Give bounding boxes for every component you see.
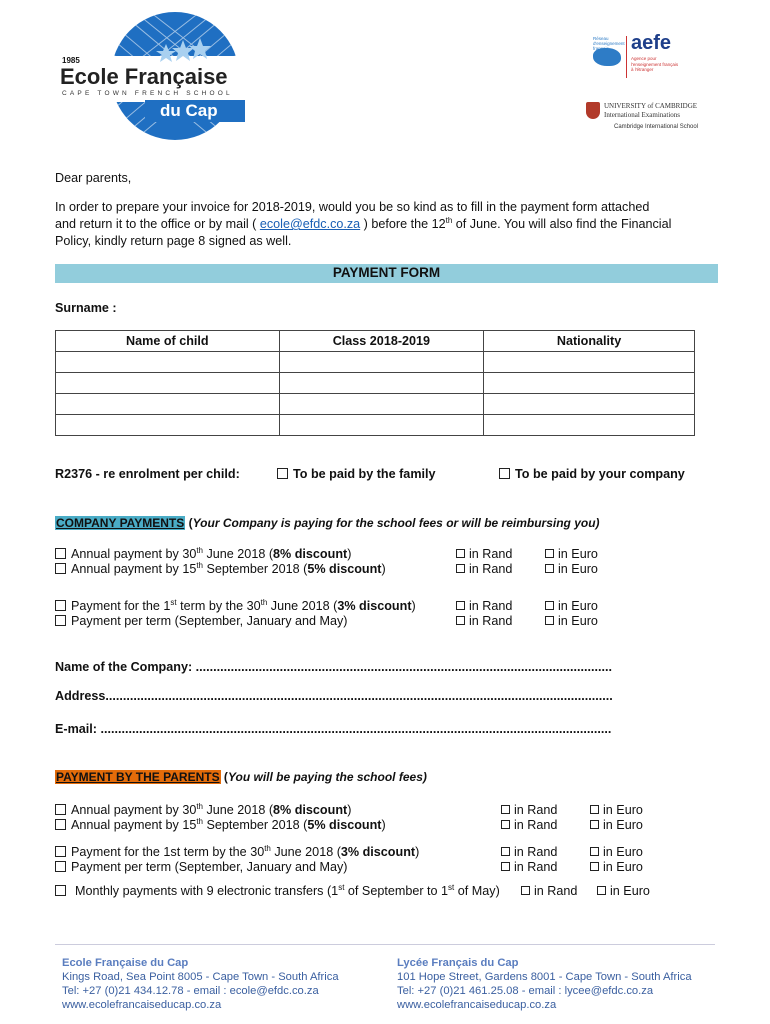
payment-form-title: PAYMENT FORM [332,265,441,280]
company-email-field[interactable]: E-mail: .................................................................................................................................................. [55,722,612,736]
col-class: Class 2018-2019 [279,331,483,352]
cambridge-caption: Cambridge International School [614,124,699,130]
child-name-cell[interactable] [56,373,280,394]
checkbox[interactable] [545,601,554,610]
company-payments-note: Your Company is paying for the school fees or will be reimbursing you) [192,516,600,530]
parents-currency-euro-5[interactable]: in Euro [597,883,650,899]
checkbox[interactable] [55,548,66,559]
parents-currency-rand-4[interactable]: in Rand [501,859,557,875]
company-currency-rand-3[interactable]: in Rand [456,598,512,614]
child-nationality-cell[interactable] [484,394,695,415]
company-term-first[interactable]: Payment for the 1st term by the 30th June 2018 (3% discount) [55,598,416,614]
company-currency-euro-2[interactable]: in Euro [545,561,598,577]
parents-payment-note: You will be paying the school fees) [227,770,427,784]
reenrol-family-option[interactable]: To be paid by the family [277,466,436,482]
checkbox[interactable] [590,847,599,856]
reenrol-label: R2376 - re enrolment per child: [55,467,240,481]
checkbox[interactable] [55,804,66,815]
footer-left-web[interactable]: www.ecolefrancaiseducap.co.za [62,999,222,1011]
child-name-cell[interactable] [56,352,280,373]
checkbox[interactable] [456,601,465,610]
company-address-field[interactable]: Address................................................................................................................................................. [55,689,613,703]
crest-icon [586,102,600,119]
footer-right-title: Lycée Français du Cap [397,957,519,969]
checkbox[interactable] [55,846,66,857]
parents-term-first[interactable]: Payment for the 1st term by the 30th June 2018 (3% discount) [55,844,419,860]
aefe-wordmark: aefe [631,32,672,54]
footer-left [62,956,339,1012]
letter-line3: Policy, kindly return page 8 signed as well. [55,234,292,248]
company-currency-euro-1[interactable]: in Euro [545,546,598,562]
checkbox[interactable] [521,886,530,895]
table-row [56,415,695,436]
aefe-divider [626,36,627,78]
parents-currency-rand-1[interactable]: in Rand [501,802,557,818]
checkbox[interactable] [545,564,554,573]
network-label: Réseau d'enseignement français [593,36,625,51]
checkbox[interactable] [456,564,465,573]
child-class-cell[interactable] [279,352,483,373]
child-class-cell[interactable] [279,373,483,394]
reenrol-company-option[interactable]: To be paid by your company [499,466,685,482]
checkbox[interactable] [55,615,66,626]
checkbox[interactable] [597,886,606,895]
parents-annual-june[interactable]: Annual payment by 30th June 2018 (8% discount) [55,802,351,818]
checkbox[interactable] [501,820,510,829]
parents-payment-heading: PAYMENT BY THE PARENTS [56,770,220,784]
logo-ribbon: du Cap [160,101,218,120]
aefe-subtitle: Agence pour l'enseignement français à l'étranger [631,56,679,72]
cambridge-logo [586,102,699,134]
logo-year: 1985 [62,56,80,65]
parents-currency-euro-3[interactable]: in Euro [590,844,643,860]
company-currency-rand-4[interactable]: in Rand [456,613,512,629]
checkbox[interactable] [456,616,465,625]
checkbox[interactable] [590,805,599,814]
checkbox[interactable] [55,885,66,896]
child-nationality-cell[interactable] [484,352,695,373]
checkbox[interactable] [590,862,599,871]
child-name-cell[interactable] [56,415,280,436]
company-currency-euro-3[interactable]: in Euro [545,598,598,614]
company-term-each[interactable]: Payment per term (September, January and May) [55,613,347,629]
checkbox[interactable] [55,861,66,872]
surname-label: Surname : [55,301,117,315]
parents-currency-rand-2[interactable]: in Rand [501,817,557,833]
logo-tagline: CAPE TOWN FRENCH SCHOOL [62,90,233,97]
checkbox[interactable] [501,862,510,871]
child-class-cell[interactable] [279,394,483,415]
child-nationality-cell[interactable] [484,415,695,436]
company-section-heading: COMPANY PAYMENTS (Your Company is paying for the school fees or will be reimbursing you) [56,516,600,530]
letter-line1: In order to prepare your invoice for 2018-2019, would you be so kind as to fill in the payment form attached [55,200,650,214]
table-row [56,373,695,394]
footer-right-web[interactable]: www.ecolefrancaiseducap.co.za [397,999,557,1011]
company-currency-rand-2[interactable]: in Rand [456,561,512,577]
checkbox[interactable] [545,616,554,625]
email-link[interactable]: ecole@efdc.co.za [259,217,361,231]
company-annual-june[interactable]: Annual payment by 30th June 2018 (8% discount) [55,546,351,562]
school-logo [50,12,245,142]
checkbox[interactable] [456,549,465,558]
table-row [56,394,695,415]
company-name-field[interactable]: Name of the Company: ....................................................................................................................... [55,660,613,674]
col-nationality: Nationality [484,331,695,352]
checkbox[interactable] [55,600,66,611]
checkbox[interactable] [590,820,599,829]
company-annual-sept[interactable]: Annual payment by 15th September 2018 (5% discount) [55,561,386,577]
child-name-cell[interactable] [56,394,280,415]
parents-currency-euro-1[interactable]: in Euro [590,802,643,818]
cambridge-line2: International Examinations [604,111,681,119]
parents-annual-sept[interactable]: Annual payment by 15th September 2018 (5% discount) [55,817,386,833]
parents-currency-rand-5[interactable]: in Rand [521,883,577,899]
aefe-logo [593,32,693,78]
checkbox[interactable] [501,805,510,814]
checkbox[interactable] [55,819,66,830]
table-row [56,352,695,373]
company-payments-heading: COMPANY PAYMENTS [56,516,185,530]
footer-left-title: Ecole Française du Cap [62,957,189,969]
logo-name: Ecole Française [60,64,228,89]
footer-right-tel: Tel: +27 (0)21 461.25.08 - email : lycee@efdc.co.za [397,985,654,997]
col-name-of-child: Name of child [56,331,280,352]
footer-divider [55,944,715,945]
checkbox[interactable] [55,563,66,574]
parents-currency-euro-2[interactable]: in Euro [590,817,643,833]
checkbox[interactable] [501,847,510,856]
greeting: Dear parents, [55,171,132,185]
footer-left-tel: Tel: +27 (0)21 434.12.78 - email : ecole@efdc.co.za [62,985,319,997]
checkbox[interactable] [545,549,554,558]
parents-monthly[interactable]: Monthly payments with 9 electronic transfers (1st of September to 1st of May) [55,883,500,899]
cambridge-line1: UNIVERSITY of CAMBRIDGE [604,102,698,110]
company-currency-rand-1[interactable]: in Rand [456,546,512,562]
family-checkbox[interactable] [277,468,288,479]
parents-section-heading: PAYMENT BY THE PARENTS (You will be paying the school fees) [56,770,427,784]
letter-paragraph: In order to prepare your invoice for 2018-2019, would you be so kind as to fill in the payment form attached and return it to the office or by mail ( ecole@efdc.co.za ) before the 12th of June. You will also find the Financial Policy, kindly return page 8 signed as well. [55,200,672,248]
children-table [55,330,695,436]
parents-currency-rand-3[interactable]: in Rand [501,844,557,860]
parents-currency-euro-4[interactable]: in Euro [590,859,643,875]
company-currency-euro-4[interactable]: in Euro [545,613,598,629]
company-checkbox[interactable] [499,468,510,479]
footer-right [397,956,692,1012]
child-class-cell[interactable] [279,415,483,436]
footer-left-address: Kings Road, Sea Point 8005 - Cape Town - South Africa [62,971,339,983]
footer-right-address: 101 Hope Street, Gardens 8001 - Cape Town - South Africa [397,971,692,983]
parents-term-each[interactable]: Payment per term (September, January and May) [55,859,347,875]
child-nationality-cell[interactable] [484,373,695,394]
